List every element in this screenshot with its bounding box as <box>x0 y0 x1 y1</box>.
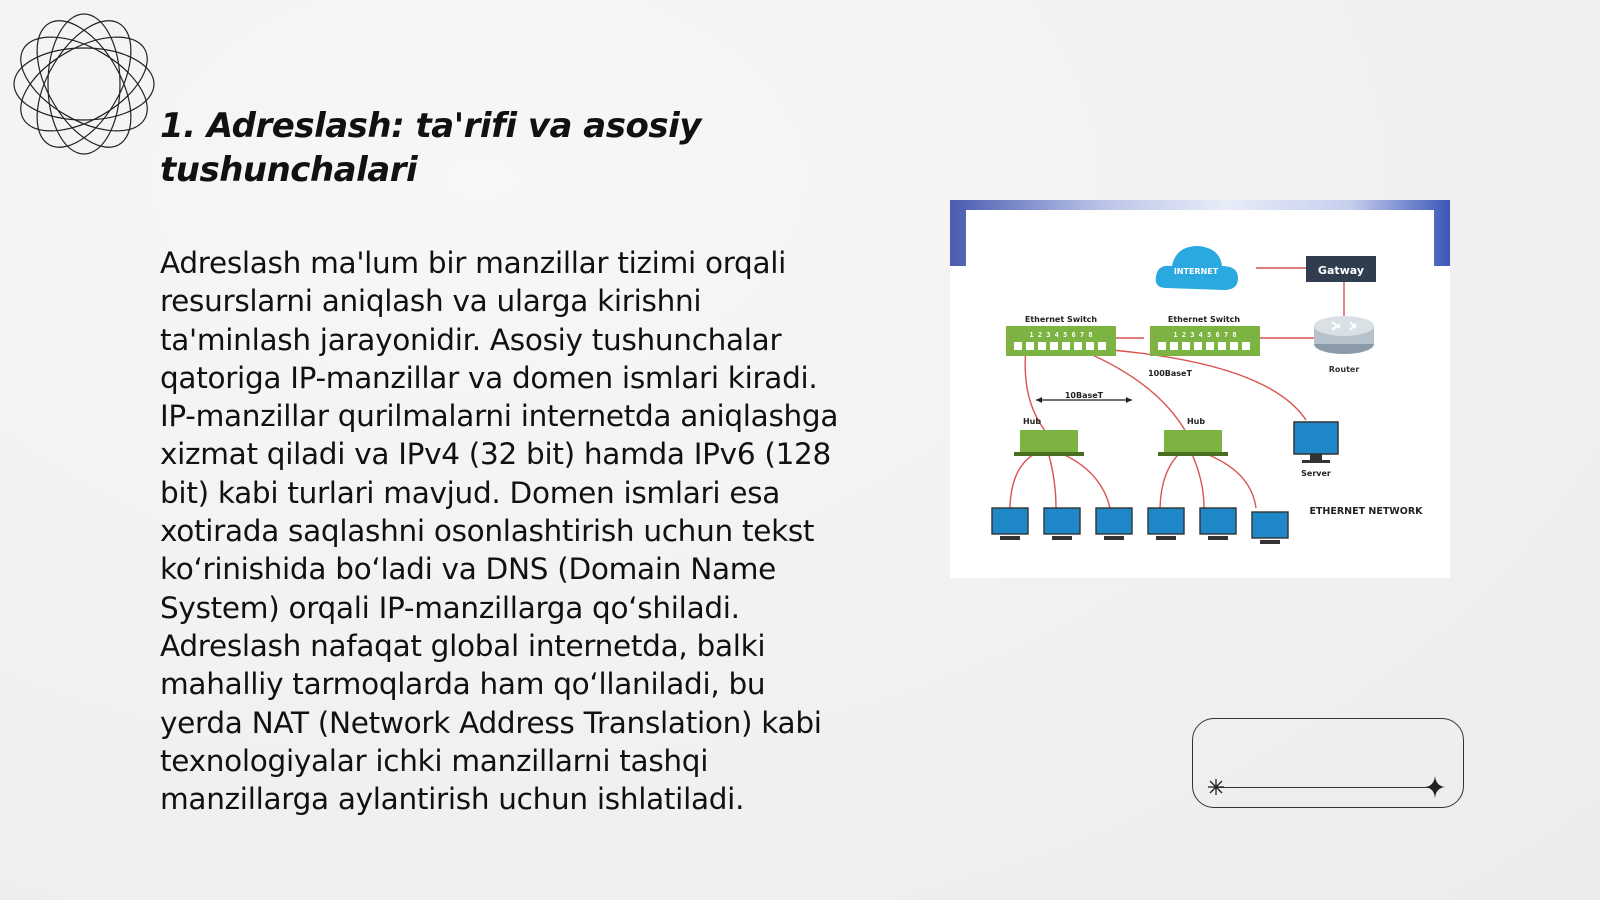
hub1-label: Hub <box>1022 417 1042 426</box>
network-diagram <box>950 200 1450 578</box>
slide-body-text: Adreslash ma'lum bir manzillar tizimi orqali resurslarni aniqlash va ularga kirishni ta'minlash jarayonidir. Asosiy tushunchalar qatoriga IP-manzillar va domen ismlari kiradi. IP-manzillar qurilmalarni internetda aniqlashga xizmat qiladi va IPv4 (32 bit) hamda IPv6 (128 bit) kabi turlari mavjud. Domen ismlari esa xotirada saqlashni osonlashtirish uchun tekst ko‘rinishida bo‘ladi va DNS (Domain Name System) orqali IP-manzillarga qo‘shiladi. Adreslash nafaqat global internetda, balki mahalliy tarmoqlarda ham qo‘llaniladi, bu yerda NAT (Network Address Translation) kabi texnologiyalar ichki manzillarni tashqi manzillarga aylantirish uchun ishlatiladi. <box>160 246 839 817</box>
decorative-rings-icon <box>8 8 160 160</box>
link-100-label: 100BaseT <box>1148 369 1192 378</box>
slider-line <box>1215 787 1435 788</box>
switch1-label: Ethernet Switch <box>1024 315 1098 324</box>
gateway-label: Gatway <box>1317 264 1365 277</box>
internet-label: INTERNET <box>1173 267 1219 276</box>
workstation-monitors-icon <box>992 508 1288 538</box>
switch2-label: Ethernet Switch <box>1167 315 1241 324</box>
switch1-ports: 1 2 3 4 5 6 7 8 <box>1029 331 1093 339</box>
diagram-canvas <box>966 210 1434 570</box>
switch2-ports: 1 2 3 4 5 6 7 8 <box>1173 331 1237 339</box>
network-label: ETHERNET NETWORK <box>1309 506 1423 517</box>
router-label: Router <box>1328 365 1360 374</box>
hub2-label: Hub <box>1186 417 1206 426</box>
router-icon <box>1314 316 1374 354</box>
server-monitor-icon <box>1294 422 1338 463</box>
link-10-label: 10BaseT <box>1064 391 1104 400</box>
sparkle-icon <box>1425 776 1445 798</box>
slide-title: 1. Adreslash: ta'rifi va asosiy tushunchalari <box>160 106 701 190</box>
starburst-icon <box>1207 778 1225 796</box>
server-label: Server <box>1301 469 1331 478</box>
decorative-slider-frame <box>1192 718 1464 808</box>
